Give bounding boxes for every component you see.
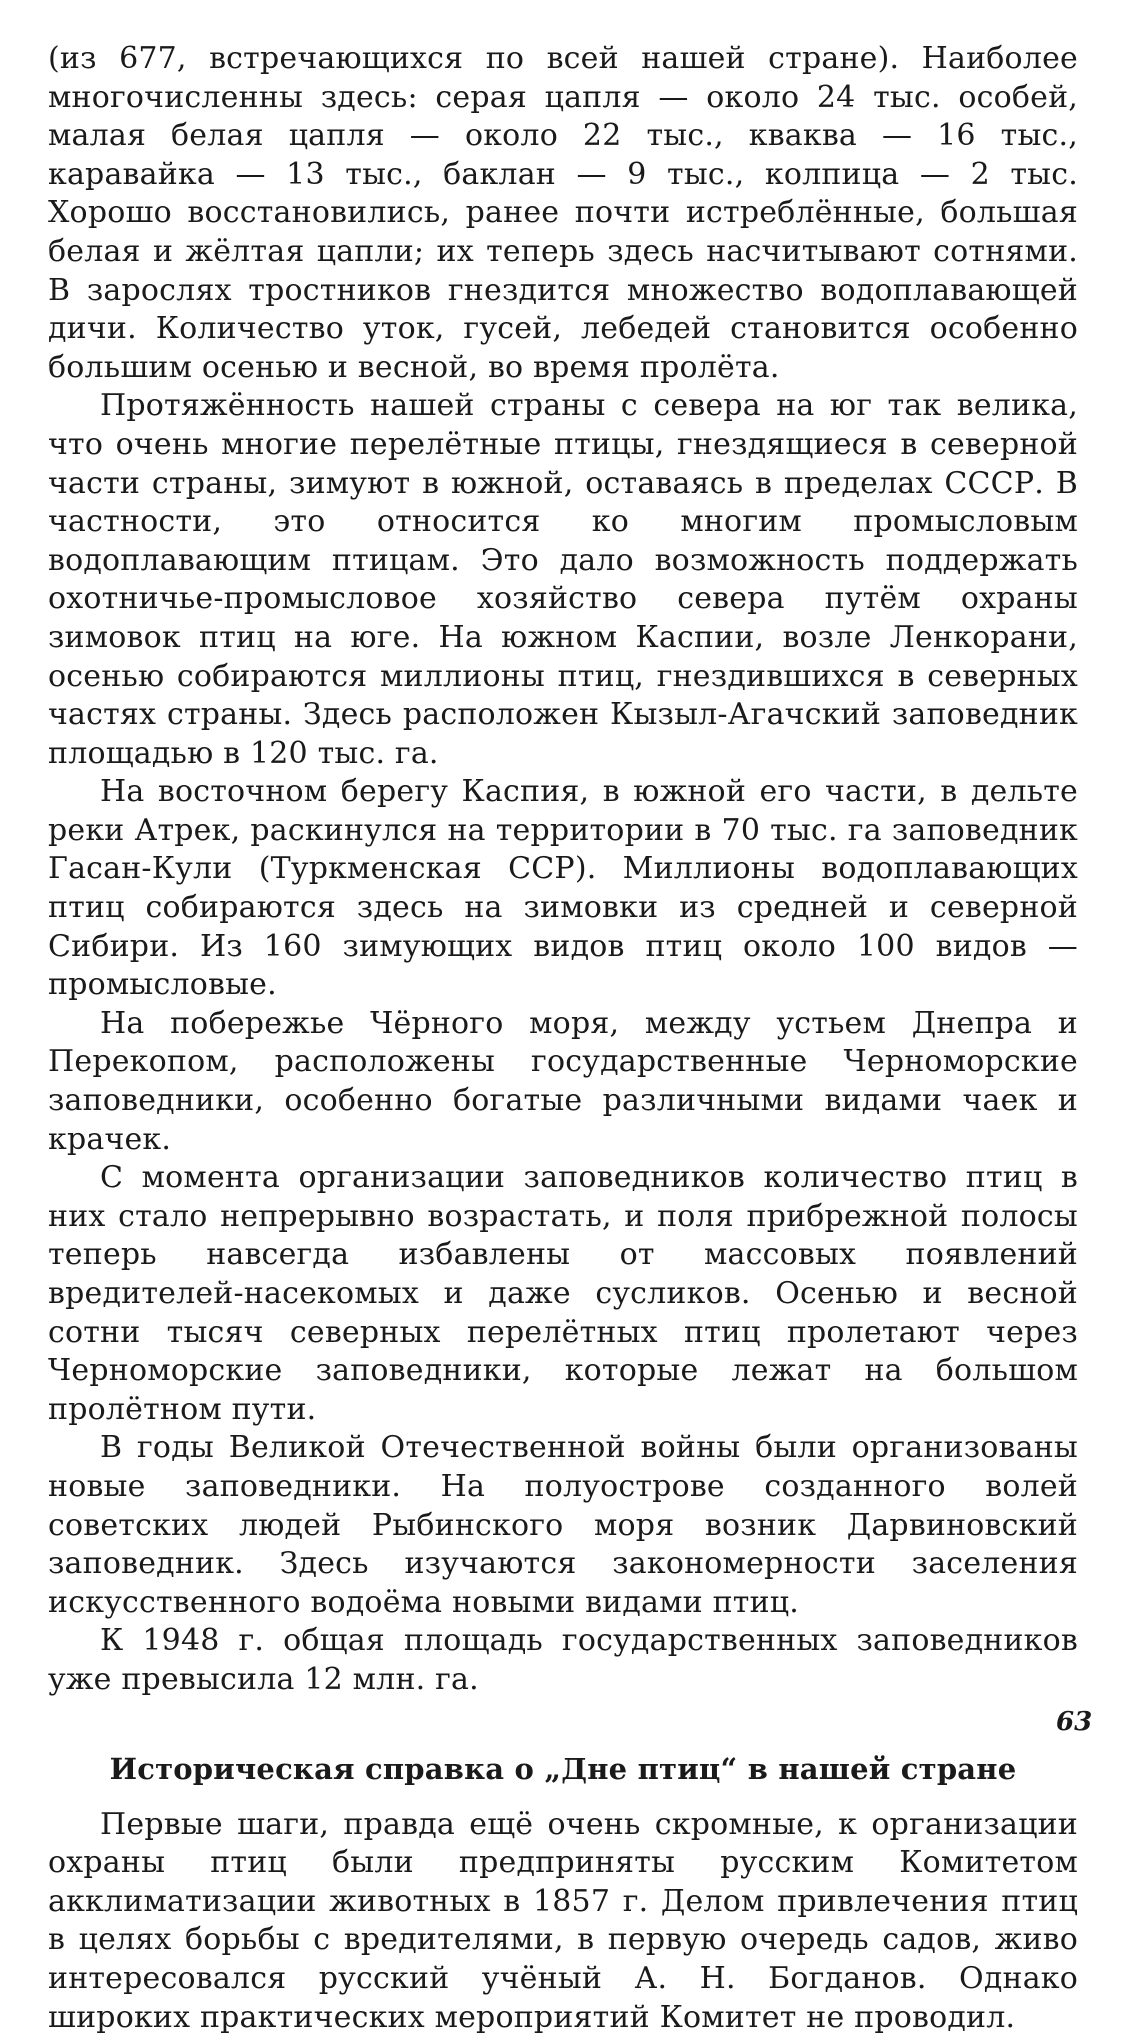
paragraph-hasan-kuli: На восточном берегу Каспия, в южной его части, в дельте реки Атрек, раскинулся на территории в 70 тыс. га заповедник Гасан-Кули (Туркменская ССР). Миллионы водоплавающих птиц собираются здесь на зимовки из средней и северной Сибири. Из 160 зимующих видов птиц около 100 видов — промысловые. bbox=[48, 774, 1078, 1003]
paragraph-black-sea: На побережье Чёрного моря, между устьем Днепра и Перекопом, расположены государственные Черноморские заповедники, особенно богатые различными видами чаек и крачек. bbox=[48, 1005, 1078, 1157]
paragraph-history: Первые шаги, правда ещё очень скромные, к организации охраны птиц были предприняты русским Комитетом акклиматизации животных в 1857 г. Делом привлечения птиц в целях борьбы с вредителями, в первую очередь садов, живо интересовался русский учёный А. Н. Богданов. Однако широких практических мероприятий Комитет не проводил. bbox=[48, 1806, 1078, 2035]
section-heading: Историческая справка о „Дне птиц“ в нашей стране bbox=[109, 1751, 1017, 1786]
page-body bbox=[48, 40, 1078, 2037]
paragraph-reserves-growth: С момента организации заповедников количество птиц в них стало непрерывно возрастать, и поля прибрежной полосы теперь навсегда избавлены от массовых появлений вредителей-насекомых и даже сусликов. Осенью и весной сотни тысяч северных перелётных птиц пролетают через Черноморские заповедники, которые лежат на большом пролётном пути. bbox=[48, 1160, 1078, 1427]
page-number: 63 bbox=[1056, 1707, 1093, 1737]
paragraph-migration: Протяжённость нашей страны с севера на юг так велика, что очень многие перелётные птицы, гнездящиеся в северной части страны, зимуют в южной, оставаясь в пределах СССР. В частности, это относится ко многим промысловым водоплавающим птицам. Это дало возможность поддержать охотничье-промысловое хозяйство севера путём охраны зимовок птиц на юге. На южном Каспии, возле Ленкорани, осенью собираются миллионы птиц, гнездившихся в северных частях страны. Здесь расположен Кызыл-Агачский заповедник площадью в 120 тыс. га. bbox=[48, 388, 1078, 771]
paragraph-continuation: (из 677, встречающихся по всей нашей стране). Наиболее многочисленны здесь: серая цапля — около 24 тыс. особей, малая белая цапля — около 22 тыс., кваква — 16 тыс., каравайка — 13 тыс., баклан — 9 тыс., колпица — 2 тыс. Хорошо восстановились, ранее почти истреблённые, большая белая и жёлтая цапли; их теперь здесь насчитывают сотнями. В зарослях тростников гнездится множество водоплавающей дичи. Количество уток, гусей, лебедей становится особенно большим осенью и весной, во время пролёта. bbox=[48, 41, 1078, 385]
paragraph-1948: К 1948 г. общая площадь государственных заповедников уже превысила 12 млн. га. bbox=[48, 1623, 1078, 1697]
paragraph-war-years: В годы Великой Отечественной войны были организованы новые заповедники. На полуострове созданного волей советских людей Рыбинского моря возник Дарвиновский заповедник. Здесь изучаются закономерности заселения искусственного водоёма новыми видами птиц. bbox=[48, 1430, 1078, 1620]
